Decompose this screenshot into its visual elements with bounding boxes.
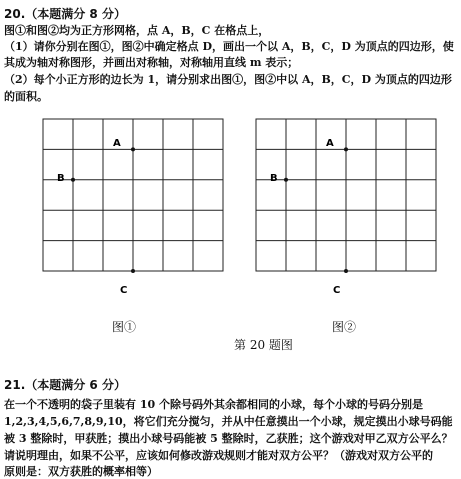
q20-heading: 20.（本题满分 8 分） bbox=[4, 7, 126, 21]
q20-part2-line1: （2）每个小正方形的边长为 1，请分别求出图①，图②中以 A，B，C，D 为顶点的四边形 bbox=[4, 73, 452, 86]
point-b-label: B bbox=[57, 173, 65, 184]
point-c-dot bbox=[344, 269, 348, 273]
point-b-label: B bbox=[270, 173, 278, 184]
point-c-dot bbox=[131, 269, 135, 273]
q20-part1-line2: 其成为轴对称图形，并画出对称轴，对称轴用直线 m 表示； bbox=[4, 56, 299, 69]
q21-line4: 请说明理由，如果不公平，应该如何修改游戏规则才能对双方公平？（游戏对双方公平的 bbox=[4, 449, 433, 462]
figure-1-grid bbox=[40, 115, 230, 295]
point-a-dot bbox=[344, 147, 348, 151]
q21-heading: 21.（本题满分 6 分） bbox=[4, 378, 126, 392]
figure-1-caption: 图① bbox=[112, 320, 137, 334]
point-b-dot bbox=[71, 178, 75, 182]
figure-main-caption: 第 20 题图 bbox=[234, 338, 293, 352]
figure-2-grid bbox=[253, 115, 443, 295]
q20-part2-line2: 的面积。 bbox=[4, 90, 48, 103]
q20-intro: 图①和图②均为正方形网格，点 A，B，C 在格点上， bbox=[4, 24, 270, 37]
q21-line2: 1,2,3,4,5,6,7,8,9,10，将它们充分搅匀，并从中任意摸出一个小球，规定摸出小球号码能 bbox=[4, 415, 453, 428]
q20-part1-line1: （1）请你分别在图①，图②中确定格点 D，画出一个以 A，B，C，D 为顶点的四边形，使 bbox=[4, 40, 454, 53]
figure-2-caption: 图② bbox=[332, 320, 357, 334]
q21-line1: 在一个不透明的袋子里装有 10 个除号码外其余都相同的小球，每个小球的号码分别是 bbox=[4, 398, 423, 411]
point-a-label: A bbox=[326, 138, 334, 149]
point-a-dot bbox=[131, 147, 135, 151]
q21-line3: 被 3 整除时，甲获胜；摸出小球号码能被 5 整除时，乙获胜；这个游戏对甲乙双方公平么？ bbox=[4, 432, 453, 445]
point-c-label: C bbox=[120, 285, 128, 295]
point-b-dot bbox=[284, 178, 288, 182]
point-c-label: C bbox=[333, 285, 341, 295]
point-a-label: A bbox=[113, 138, 121, 149]
q21-line5: 原则是：双方获胜的概率相等） bbox=[4, 465, 158, 478]
